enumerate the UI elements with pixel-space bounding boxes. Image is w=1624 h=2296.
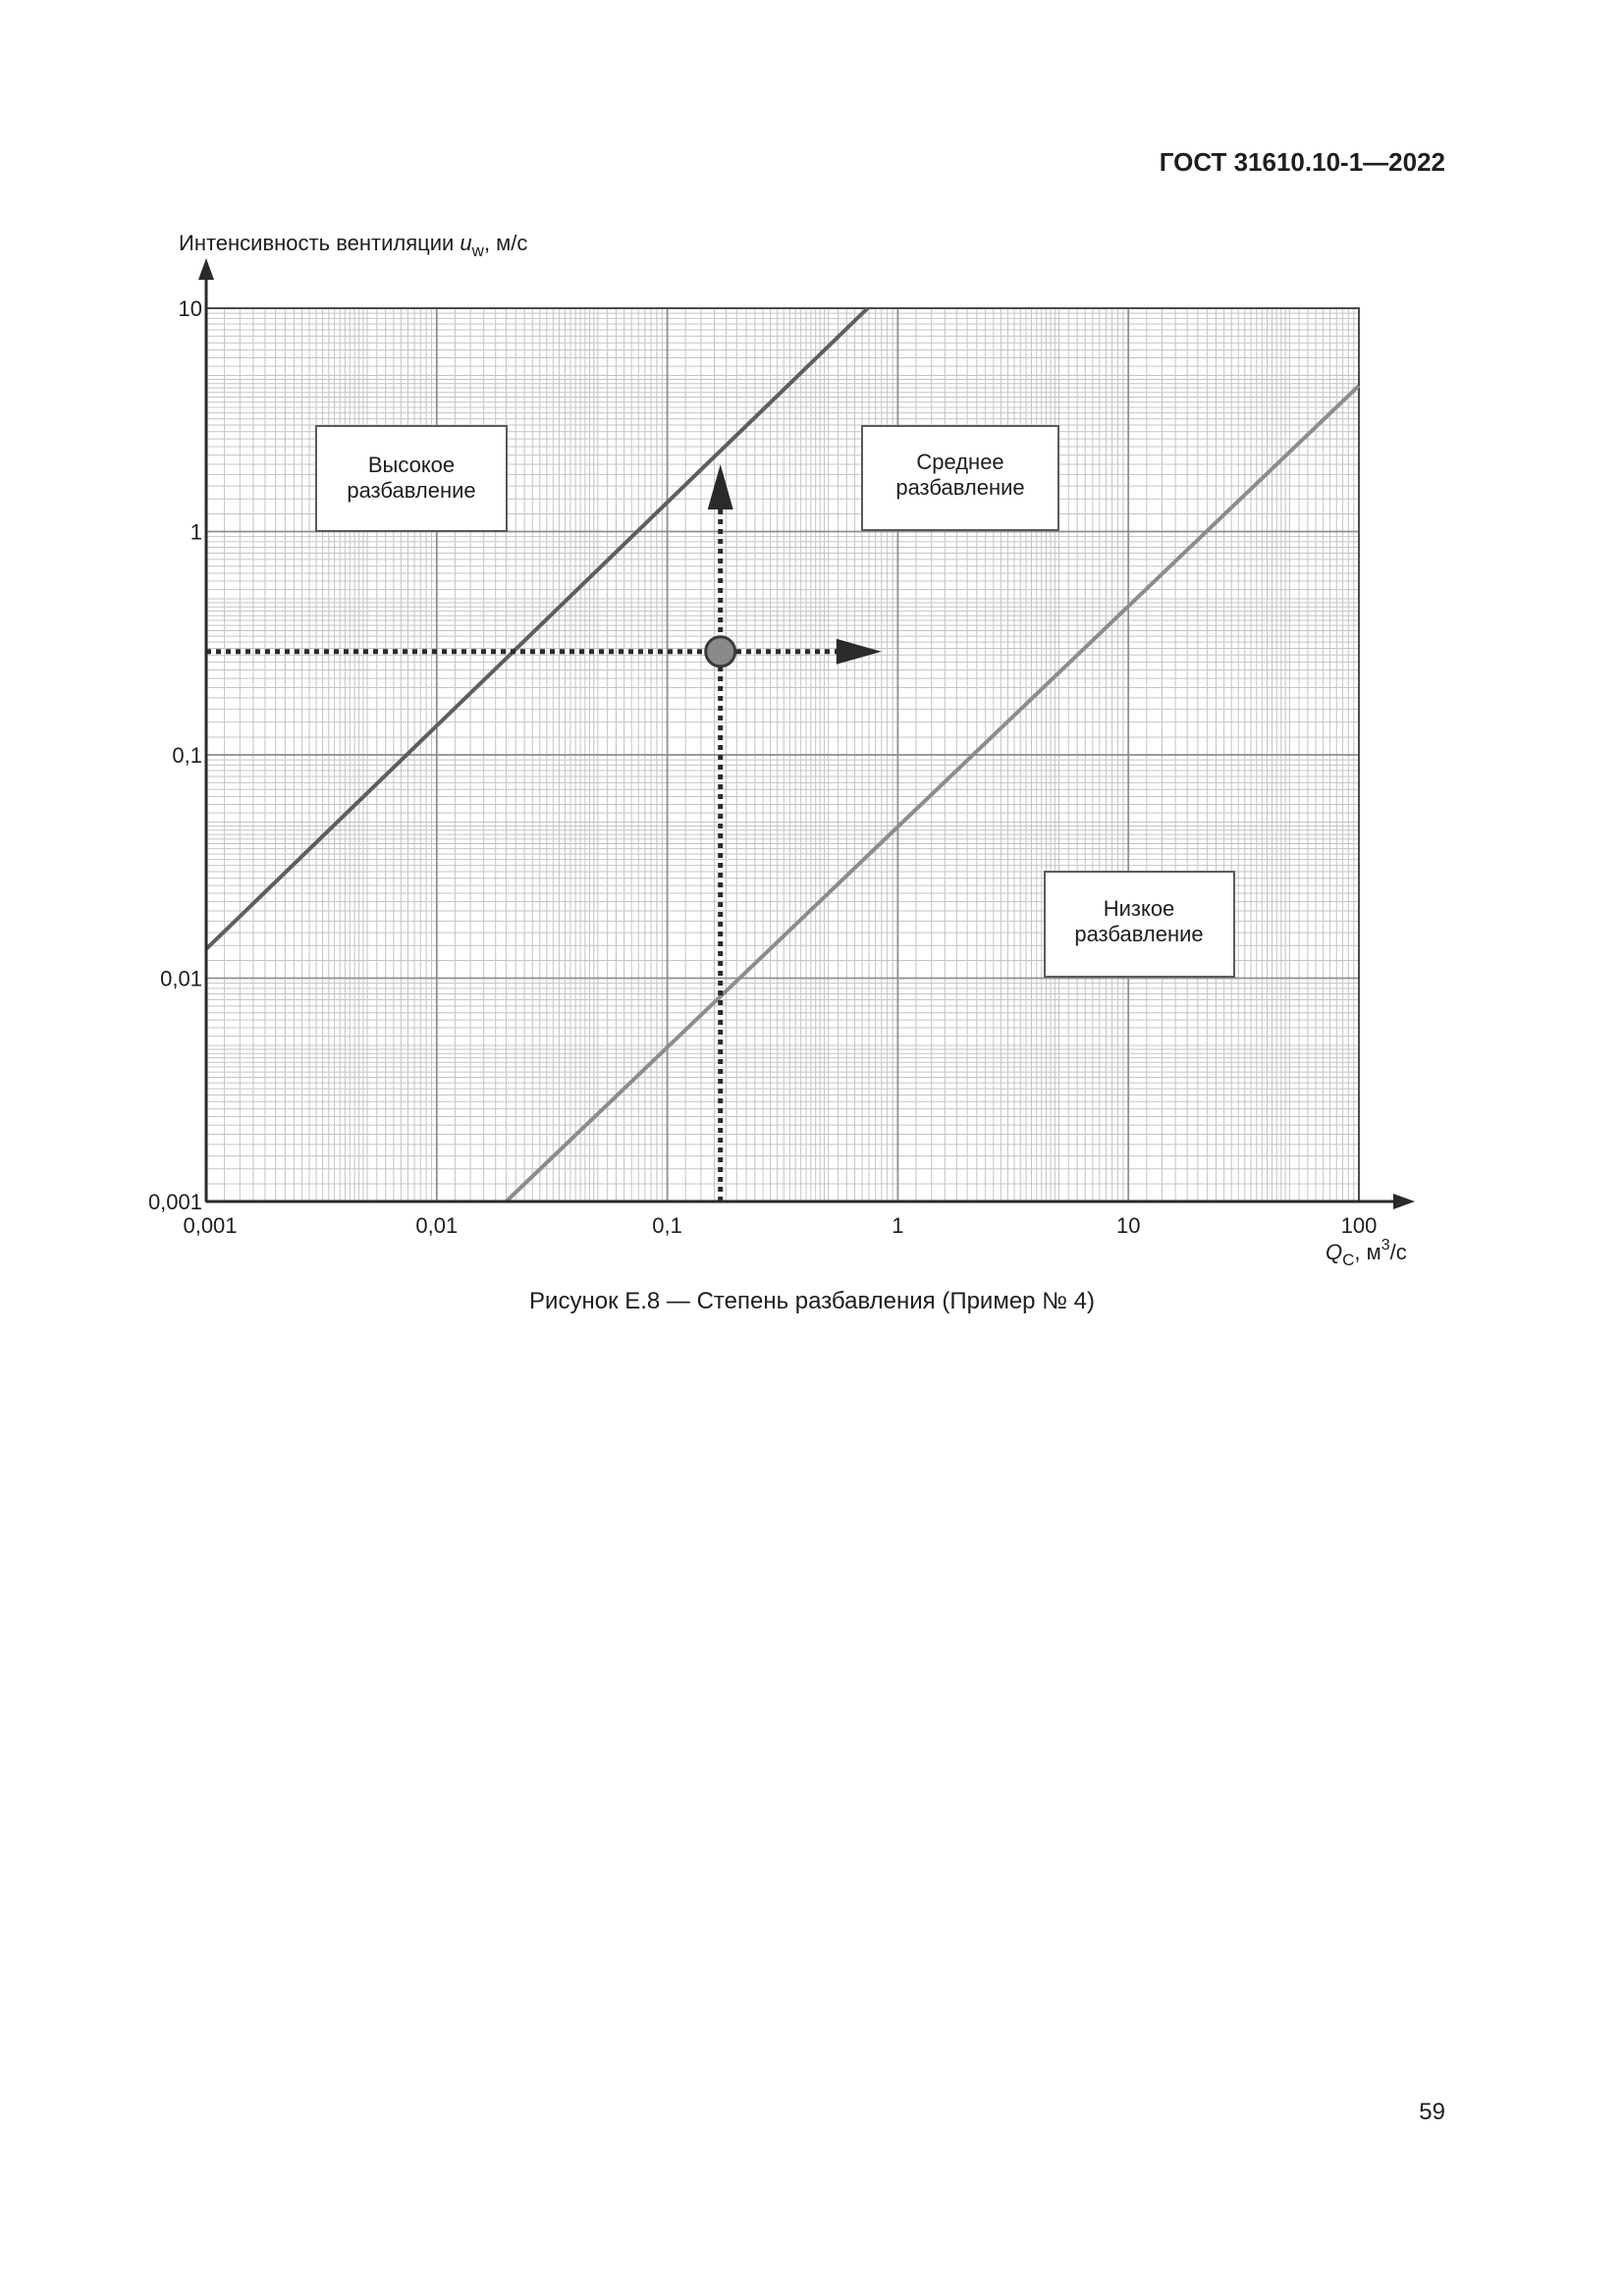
- region-low-dilution: [1045, 872, 1234, 977]
- series-line-high-dilution-boundary: [206, 308, 868, 949]
- region-label-line1: Среднее: [916, 450, 1004, 474]
- x-tick-label: 100: [1340, 1213, 1378, 1238]
- x-tick-label: 0,01: [415, 1213, 459, 1238]
- point-layer: [706, 637, 735, 667]
- region-label-line1: Высокое: [367, 453, 456, 477]
- y-tick-labels: [148, 296, 202, 1214]
- y-tick-label: 0,001: [147, 1190, 202, 1214]
- x-axis-title: $Q_C$, $м^3/с$: [1326, 1237, 1407, 1269]
- y-tick-label: 1: [189, 519, 202, 545]
- figure-caption: Рисунок Е.8 — Степень разбавления (Пример № 4): [529, 1288, 1095, 1314]
- x-tick-label: 10: [1115, 1213, 1141, 1238]
- arrow-up-head: [708, 464, 733, 509]
- region-label-line2: разбавление: [1074, 922, 1204, 946]
- region-label-line1: Низкое: [1103, 896, 1175, 921]
- page-number: 59: [1419, 2099, 1445, 2125]
- y-axis-title: Интенсивность вентиляции $u_w$, м/с: [179, 231, 528, 260]
- region-high-dilution: [316, 426, 507, 531]
- arrows-layer: [206, 464, 882, 1201]
- y-axis: [198, 258, 214, 1201]
- document-standard-header: ГОСТ 31610.10-1—2022: [1159, 147, 1445, 177]
- operating-point: [706, 637, 735, 667]
- region-medium-dilution: [862, 426, 1058, 530]
- y-tick-label: 0,01: [160, 966, 202, 991]
- x-tick-label: 1: [892, 1213, 904, 1238]
- region-label-line2: разбавление: [347, 478, 476, 503]
- y-tick-label: 0,1: [172, 743, 202, 768]
- x-tick-label: 0,1: [652, 1213, 682, 1238]
- x-axis-arrowhead: [1393, 1194, 1415, 1209]
- x-tick-labels: [183, 1213, 1377, 1238]
- arrow-right-head: [837, 639, 882, 665]
- y-axis-arrowhead: [198, 258, 214, 280]
- y-tick-label: 10: [178, 296, 202, 321]
- region-label-line2: разбавление: [895, 475, 1025, 500]
- x-tick-label: 0,001: [183, 1213, 238, 1238]
